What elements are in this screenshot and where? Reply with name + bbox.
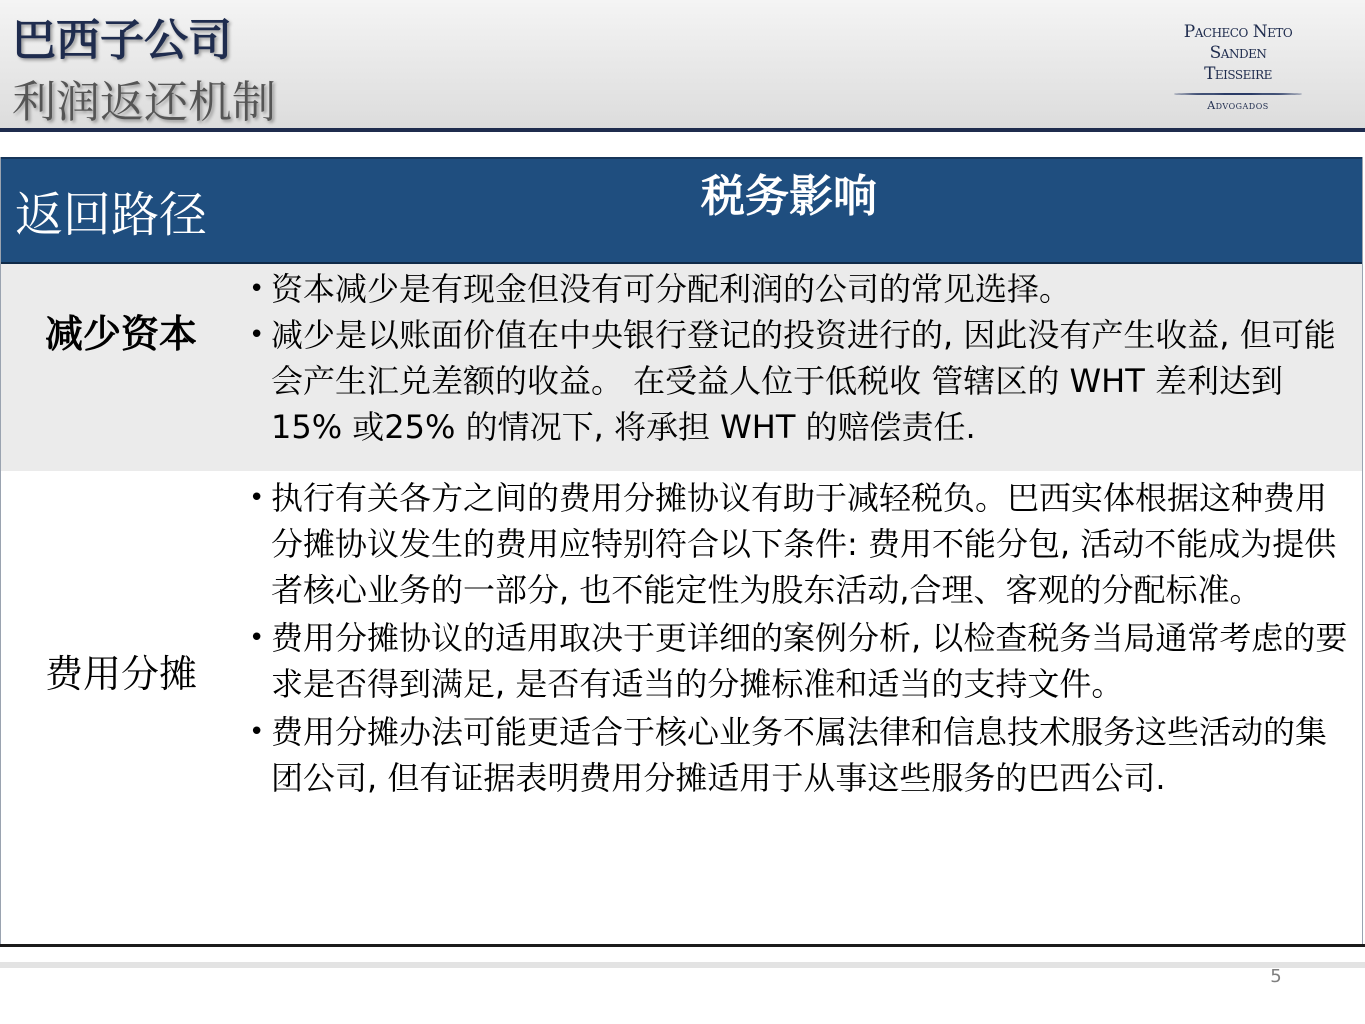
header-divider	[0, 128, 1365, 132]
table-bottom-border	[0, 944, 1365, 947]
table-row-cost-sharing	[1, 471, 1362, 945]
logo-line-2: Sanden	[1209, 43, 1267, 63]
bullet-list-cost-sharing	[249, 475, 1348, 803]
logo-line-3: Teisseire	[1204, 64, 1272, 84]
bullet-item: • 费用分摊协议的适用取决于更详细的案例分析, 以检查税务当局通常考虑的要求是否得到满足, 是否有适当的分摊标准和适当的支持文件。	[249, 615, 1348, 707]
bullet-item: • 资本减少是有现金但没有可分配利润的公司的常见选择。	[249, 266, 1348, 312]
bullet-list-capital-reduction	[249, 266, 1348, 450]
slide-subtitle: 利润返还机制	[12, 77, 276, 128]
logo-divider	[1174, 93, 1302, 95]
column-header-tax-impact: 税务影响	[701, 171, 877, 222]
bullet-item: • 减少是以账面价值在中央银行登记的投资进行的, 因此没有产生收益, 但可能会产生汇兑差额的收益。 在受益人位于低税收 管辖区的 WHT 差利达到15% 或25% 的情况下, 将承担 WHT 的赔偿责任.	[249, 312, 1348, 450]
table-row-capital-reduction	[1, 264, 1362, 471]
logo-line-1: Pacheco Neto	[1183, 22, 1293, 42]
bullet-item: • 费用分摊办法可能更适合于核心业务不属法律和信息技术服务这些活动的集团公司, 但有证据表明费用分摊适用于从事这些服务的巴西公司.	[249, 709, 1348, 801]
column-header-return-path: 返回路径	[15, 187, 208, 243]
tax-impact-table	[0, 157, 1363, 945]
footer-bar	[0, 962, 1365, 968]
slide-header	[0, 0, 1365, 130]
company-logo	[1168, 22, 1308, 112]
bullet-item: • 执行有关各方之间的费用分摊协议有助于减轻税负。巴西实体根据这种费用分摊协议发生的费用应特别符合以下条件: 费用不能分包, 活动不能成为提供者核心业务的一部分, 也不能定性为股东活动,合理、客观的分配标准。	[249, 475, 1348, 613]
row-label-cost-sharing: 费用分摊	[44, 652, 197, 696]
row-label-capital-reduction: 减少资本	[44, 312, 197, 356]
slide-title: 巴西子公司	[12, 15, 232, 66]
logo-subtitle: Advogados	[1207, 99, 1269, 112]
table-header-row	[1, 157, 1362, 264]
page-number: 5	[1270, 966, 1282, 987]
